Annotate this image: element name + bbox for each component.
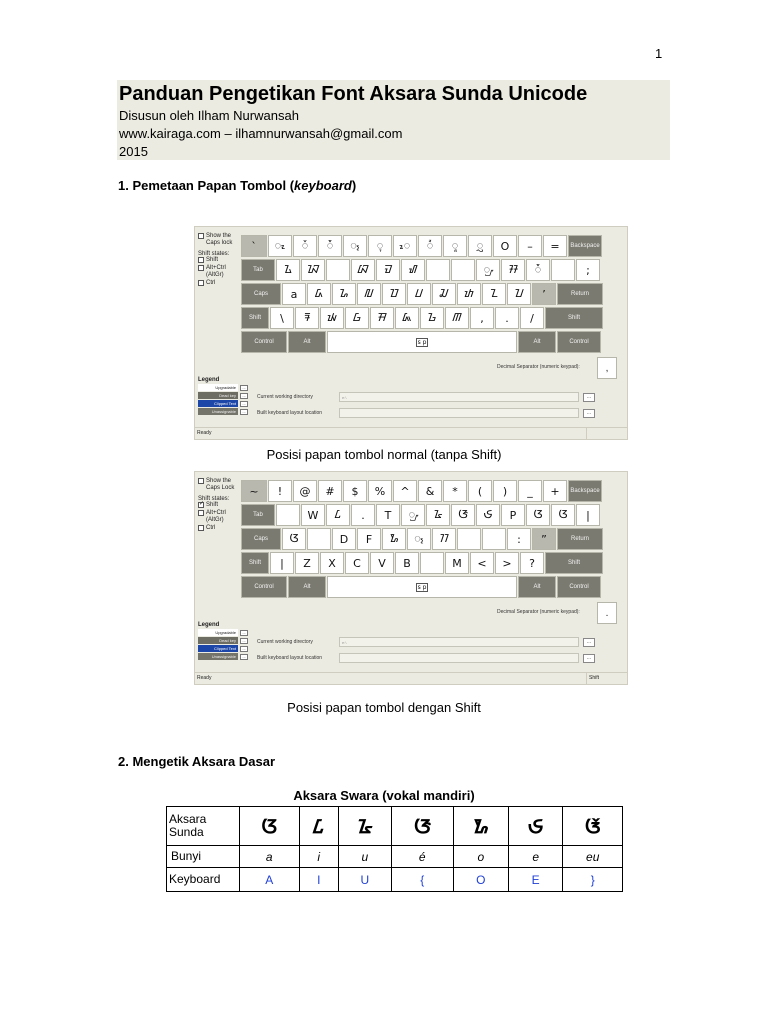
keyboard-key[interactable]: | bbox=[270, 552, 294, 574]
checkbox-label: Show the Caps Lock bbox=[206, 478, 235, 491]
keyboard-key[interactable]: Backspace bbox=[568, 235, 602, 257]
keyboard-key[interactable]: ᮩ bbox=[526, 259, 550, 281]
table-row-keyboard bbox=[167, 868, 623, 892]
heading-suffix: ) bbox=[351, 178, 357, 193]
keyboard-key[interactable]: Alt bbox=[518, 576, 556, 598]
keyboard-key[interactable]: < bbox=[470, 552, 494, 574]
checkbox-label: Alt+Ctrl (AltGr) bbox=[206, 265, 226, 278]
keyboard-key[interactable]: ; bbox=[576, 259, 600, 281]
title-box bbox=[117, 80, 670, 160]
keyboard-key[interactable]: Control bbox=[557, 331, 601, 353]
decimal-separator-label: Decimal Separator (numeric keypad): bbox=[497, 609, 580, 615]
document-title: Panduan Pengetikan Font Aksara Sunda Unicode bbox=[119, 83, 588, 105]
build-location-row bbox=[257, 408, 595, 418]
build-location-field[interactable] bbox=[339, 408, 579, 418]
show-caps-lock-checkbox[interactable] bbox=[198, 233, 240, 247]
keyboard-key[interactable]: ᮛ bbox=[295, 307, 319, 329]
legend-item: Unassignable bbox=[198, 653, 238, 660]
checkbox-icon bbox=[198, 257, 204, 263]
keyboard-cell: } bbox=[563, 868, 623, 892]
keyboard-key[interactable]: M bbox=[445, 552, 469, 574]
keyboard-key[interactable]: ᮅ bbox=[426, 504, 450, 526]
shift-state-checkbox[interactable] bbox=[198, 257, 240, 264]
space-mark: s p bbox=[417, 338, 427, 346]
keyboard-key[interactable]: ᮟ bbox=[370, 307, 394, 329]
keyboard-row bbox=[241, 504, 600, 526]
keyboard-key[interactable]: B bbox=[395, 552, 419, 574]
keyboard-key[interactable]: Shift bbox=[545, 552, 603, 574]
caption-shift: Posisi papan tombol dengan Shift bbox=[287, 700, 481, 715]
status-shift-indicator: Shift bbox=[586, 673, 599, 684]
keyboard-row bbox=[241, 331, 601, 353]
legend-color-button[interactable]: ... bbox=[240, 646, 248, 652]
shift-state-checkbox[interactable] bbox=[198, 502, 240, 509]
author-line: Disusun oleh Ilham Nurwansah bbox=[119, 108, 299, 123]
keyboard-key[interactable]: ᮓ bbox=[307, 283, 331, 305]
checkbox-label: Shift bbox=[206, 257, 219, 263]
keyboard-key[interactable]: Caps bbox=[241, 528, 281, 550]
keyboard-layout-normal bbox=[194, 226, 628, 440]
keyboard-cell: U bbox=[339, 868, 392, 892]
keyboard-key[interactable]: $ bbox=[343, 480, 367, 502]
keyboard-key[interactable]: ᮇ bbox=[382, 528, 406, 550]
keyboard-key[interactable]: ! bbox=[268, 480, 292, 502]
decimal-separator-label: Decimal Separator (numeric keypad): bbox=[497, 364, 580, 370]
keyboard-key[interactable]: – bbox=[518, 235, 542, 257]
keyboard-key[interactable]: . bbox=[351, 504, 375, 526]
keyboard-key[interactable]: ᮄ bbox=[326, 504, 350, 526]
keyboard-key[interactable]: ᮑ bbox=[301, 259, 325, 281]
keyboard-key[interactable] bbox=[426, 259, 450, 281]
keyboard-key[interactable]: ᮡ bbox=[476, 259, 500, 281]
browse-button[interactable]: ... bbox=[583, 409, 595, 418]
table-row-aksara bbox=[167, 807, 623, 846]
keyboard-key[interactable]: ᮧ bbox=[268, 235, 292, 257]
shift-state-panel bbox=[198, 478, 240, 533]
working-directory-row bbox=[257, 637, 595, 647]
keyboard-key[interactable]: ᮒ bbox=[457, 283, 481, 305]
keyboard-key[interactable]: ᮊ bbox=[432, 528, 456, 550]
aksara-cell: ᮈ bbox=[508, 807, 563, 846]
keyboard-key[interactable]: Return bbox=[557, 528, 603, 550]
keyboard-key[interactable]: Return bbox=[557, 283, 603, 305]
keyboard-row bbox=[241, 307, 603, 329]
keyboard-key[interactable]: X bbox=[320, 552, 344, 574]
shift-state-checkbox[interactable] bbox=[198, 280, 240, 287]
keyboard-row bbox=[241, 235, 602, 257]
keyboard-key[interactable]: / bbox=[520, 307, 544, 329]
keyboard-key[interactable]: ᮗ bbox=[407, 283, 431, 305]
keyboard-key[interactable]: & bbox=[418, 480, 442, 502]
checkbox-icon bbox=[198, 265, 204, 271]
bunyi-cell: i bbox=[299, 846, 339, 868]
keyboard-key[interactable] bbox=[307, 528, 331, 550]
legend-color-button[interactable]: ... bbox=[240, 385, 248, 391]
legend-item: Upgradable bbox=[198, 629, 238, 636]
keyboard-key[interactable]: ^ bbox=[393, 480, 417, 502]
legend-color-button[interactable]: ... bbox=[240, 630, 248, 636]
keyboard-key[interactable]: Alt bbox=[288, 576, 326, 598]
keyboard-key[interactable]: ) bbox=[493, 480, 517, 502]
keyboard-key[interactable]: Control bbox=[557, 576, 601, 598]
build-location-label: Built keyboard layout location bbox=[257, 410, 323, 416]
keyboard-key[interactable]: Control bbox=[241, 331, 287, 353]
keyboard-key[interactable]: ᮚ bbox=[320, 307, 344, 329]
shift-state-checkbox[interactable] bbox=[198, 525, 240, 532]
checkbox-icon bbox=[198, 233, 204, 239]
keyboard-key[interactable]: W bbox=[301, 504, 325, 526]
section-2-heading: 2. Mengetik Aksara Dasar bbox=[118, 754, 276, 769]
keyboard-key[interactable]: ᮤ bbox=[418, 235, 442, 257]
keyboard-key[interactable] bbox=[551, 259, 575, 281]
keyboard-key[interactable]: ᮢ bbox=[468, 235, 492, 257]
keyboard-key[interactable]: Control bbox=[241, 576, 287, 598]
keyboard-key[interactable]: ᮩ bbox=[318, 235, 342, 257]
keyboard-key[interactable]: Z bbox=[295, 552, 319, 574]
legend-item: Upgradable bbox=[198, 384, 238, 391]
table-title: Aksara Swara (vokal mandiri) bbox=[293, 788, 475, 803]
keyboard-key[interactable] bbox=[326, 259, 350, 281]
show-caps-lock-checkbox[interactable] bbox=[198, 478, 240, 492]
keyboard-key[interactable]: ᮪ bbox=[343, 235, 367, 257]
legend-title: Legend bbox=[198, 377, 220, 383]
keyboard-key[interactable] bbox=[451, 259, 475, 281]
legend-title: Legend bbox=[198, 622, 220, 628]
row-label-bunyi: Bunyi bbox=[167, 846, 240, 868]
keyboard-key[interactable]: ᮏ bbox=[395, 307, 419, 329]
table-row-bunyi bbox=[167, 846, 623, 868]
legend-color-button[interactable]: ... bbox=[240, 401, 248, 407]
bunyi-cell: a bbox=[240, 846, 300, 868]
aksara-cell: ᮆ bbox=[391, 807, 453, 846]
keyboard-key[interactable] bbox=[482, 528, 506, 550]
keyboard-row bbox=[241, 259, 600, 281]
heading-italic: keyboard bbox=[294, 178, 352, 193]
keyboard-key[interactable]: + bbox=[543, 480, 567, 502]
bunyi-cell: é bbox=[391, 846, 453, 868]
keyboard-key[interactable]: Alt bbox=[288, 331, 326, 353]
keyboard-key[interactable]: | bbox=[576, 504, 600, 526]
keyboard-key[interactable]: , bbox=[470, 307, 494, 329]
checkbox-label: Ctrl bbox=[206, 280, 216, 286]
keyboard-key[interactable]: _ bbox=[518, 480, 542, 502]
keyboard-key[interactable]: ? bbox=[520, 552, 544, 574]
keyboard-key[interactable]: ’ bbox=[532, 283, 556, 305]
keyboard-row bbox=[241, 528, 603, 550]
bunyi-cell: e bbox=[508, 846, 563, 868]
contact-line: www.kairaga.com – ilhamnurwansah@gmail.com bbox=[119, 126, 403, 141]
checkbox-label: Show the Caps lock bbox=[206, 233, 233, 246]
legend-color-button[interactable]: ... bbox=[240, 638, 248, 644]
keyboard-key[interactable]: ᮋ bbox=[445, 307, 469, 329]
keyboard-key[interactable]: O bbox=[493, 235, 517, 257]
keyboard-key[interactable]: Caps bbox=[241, 283, 281, 305]
section-1-heading bbox=[118, 178, 356, 193]
legend bbox=[198, 377, 246, 416]
keyboard-key[interactable]: ᮜ bbox=[357, 283, 381, 305]
keyboard-key[interactable]: ᮘ bbox=[351, 259, 375, 281]
status-text: Ready bbox=[197, 430, 212, 436]
shift-state-panel bbox=[198, 233, 240, 288]
keyboard-key[interactable]: ᮃ bbox=[282, 528, 306, 550]
keyboard-cell: O bbox=[453, 868, 508, 892]
checked-box-icon bbox=[198, 502, 204, 508]
keyboard-cell: A bbox=[240, 868, 300, 892]
bunyi-cell: eu bbox=[563, 846, 623, 868]
keyboard-key[interactable]: ` bbox=[241, 235, 267, 257]
working-directory-field[interactable]: e:\ bbox=[339, 637, 579, 647]
legend-color-button[interactable]: ... bbox=[240, 393, 248, 399]
shift-states-label: Shift states: bbox=[198, 496, 230, 502]
keyboard-key[interactable]: ᮆ bbox=[451, 504, 475, 526]
keyboard-key[interactable]: Tab bbox=[241, 259, 275, 281]
keyboard-layout-shift bbox=[194, 471, 628, 685]
bunyi-cell: o bbox=[453, 846, 508, 868]
aksara-cell: ᮅ bbox=[339, 807, 392, 846]
spacebar-key[interactable] bbox=[327, 331, 517, 353]
keyboard-key[interactable]: ᮎ bbox=[432, 283, 456, 305]
keyboard-key[interactable]: ᮕ bbox=[382, 283, 406, 305]
keyboard-row bbox=[241, 480, 602, 502]
keyboard-key[interactable]: V bbox=[370, 552, 394, 574]
aksara-cell: ᮉ bbox=[563, 807, 623, 846]
keyboard-row bbox=[241, 283, 603, 305]
spacebar-key[interactable] bbox=[327, 576, 517, 598]
browse-button[interactable]: ... bbox=[583, 393, 595, 402]
keyboard-key[interactable]: ᮔ bbox=[482, 283, 506, 305]
row-label-aksara: Aksara Sunda bbox=[167, 807, 240, 846]
keyboard-key[interactable]: . bbox=[495, 307, 519, 329]
keyboard-key[interactable]: ᮙ bbox=[376, 259, 400, 281]
decimal-separator-key[interactable]: . bbox=[597, 602, 617, 624]
legend-item: Clipped Text bbox=[198, 400, 238, 407]
keyboard-key[interactable] bbox=[276, 504, 300, 526]
keyboard-key[interactable]: ~ bbox=[241, 480, 267, 502]
keyboard-key[interactable]: ᮐ bbox=[332, 283, 356, 305]
keyboard-key[interactable]: : bbox=[507, 528, 531, 550]
status-bar bbox=[195, 672, 627, 684]
checkbox-icon bbox=[198, 280, 204, 286]
keyboard-key[interactable]: ᮃ bbox=[551, 504, 575, 526]
browse-button[interactable]: ... bbox=[583, 654, 595, 663]
keyboard-key[interactable]: ᮨ bbox=[293, 235, 317, 257]
keyboard-cell: I bbox=[299, 868, 339, 892]
status-text: Ready bbox=[197, 675, 212, 681]
keyboard-row bbox=[241, 552, 603, 574]
keyboard-key[interactable]: ᮝ bbox=[345, 307, 369, 329]
keyboard-key[interactable]: ᮍ bbox=[276, 259, 300, 281]
build-location-row bbox=[257, 653, 595, 663]
shift-states-label: Shift states: bbox=[198, 251, 230, 257]
keyboard-key[interactable]: F bbox=[357, 528, 381, 550]
checkbox-icon bbox=[198, 478, 204, 484]
page-number: 1 bbox=[655, 46, 663, 61]
caption-normal: Posisi papan tombol normal (tanpa Shift) bbox=[266, 447, 502, 462]
keyboard-key[interactable]: > bbox=[495, 552, 519, 574]
heading-prefix: 1. Pemetaan Papan Tombol ( bbox=[118, 178, 295, 193]
keyboard-key[interactable]: ᮥ bbox=[368, 235, 392, 257]
keyboard-key[interactable]: a bbox=[282, 283, 306, 305]
space-mark: s p bbox=[417, 583, 427, 591]
build-location-field[interactable] bbox=[339, 653, 579, 663]
legend-color-button[interactable]: ... bbox=[240, 654, 248, 660]
keyboard-key[interactable]: ᮈ bbox=[476, 504, 500, 526]
keyboard-key[interactable]: D bbox=[332, 528, 356, 550]
keyboard-key[interactable]: ᮠ bbox=[401, 259, 425, 281]
keyboard-key[interactable]: Shift bbox=[545, 307, 603, 329]
keyboard-key[interactable]: * bbox=[443, 480, 467, 502]
build-location-label: Built keyboard layout location bbox=[257, 655, 323, 661]
keyboard-row bbox=[241, 576, 601, 598]
keyboard-key[interactable]: T bbox=[376, 504, 400, 526]
keyboard-key[interactable]: Shift bbox=[241, 552, 269, 574]
legend-color-button[interactable]: ... bbox=[240, 409, 248, 415]
keyboard-cell: { bbox=[391, 868, 453, 892]
keyboard-key[interactable]: ᮃ bbox=[526, 504, 550, 526]
decimal-separator-key[interactable]: , bbox=[597, 357, 617, 379]
aksara-cell: ᮃ bbox=[240, 807, 300, 846]
keyboard-key[interactable] bbox=[420, 552, 444, 574]
keyboard-key[interactable]: ᮦ bbox=[393, 235, 417, 257]
shift-state-checkbox[interactable] bbox=[198, 510, 240, 524]
keyboard-key[interactable]: ᮖ bbox=[507, 283, 531, 305]
keyboard-cell: E bbox=[508, 868, 563, 892]
working-directory-row bbox=[257, 392, 595, 402]
keyboard-key[interactable]: Shift bbox=[241, 307, 269, 329]
keyboard-key[interactable]: # bbox=[318, 480, 342, 502]
shift-state-checkbox[interactable] bbox=[198, 265, 240, 279]
aksara-swara-table bbox=[166, 806, 623, 892]
keyboard-key[interactable]: C bbox=[345, 552, 369, 574]
legend-item: Unassignable bbox=[198, 408, 238, 415]
keyboard-key[interactable]: Tab bbox=[241, 504, 275, 526]
keyboard-key[interactable]: @ bbox=[293, 480, 317, 502]
keyboard-key[interactable]: ᮣ bbox=[443, 235, 467, 257]
checkbox-label: Shift bbox=[206, 502, 219, 508]
working-directory-label: Current working directory bbox=[257, 639, 313, 645]
status-bar bbox=[195, 427, 627, 439]
legend-item: Dead key bbox=[198, 392, 238, 399]
keyboard-key[interactable]: ” bbox=[532, 528, 556, 550]
keyboard-key[interactable]: ᮞ bbox=[501, 259, 525, 281]
browse-button[interactable]: ... bbox=[583, 638, 595, 647]
checkbox-label: Alt+Ctrl (AltGr) bbox=[206, 510, 226, 523]
keyboard-key[interactable]: ᮪ bbox=[407, 528, 431, 550]
keyboard-key[interactable]: ᮌ bbox=[420, 307, 444, 329]
checkbox-icon bbox=[198, 510, 204, 516]
checkbox-label: Ctrl bbox=[206, 525, 216, 531]
checkbox-icon bbox=[198, 525, 204, 531]
year-line: 2015 bbox=[119, 144, 148, 159]
keyboard-key[interactable]: = bbox=[543, 235, 567, 257]
status-shift-indicator bbox=[586, 428, 589, 439]
working-directory-field[interactable]: e:\ bbox=[339, 392, 579, 402]
working-directory-label: Current working directory bbox=[257, 394, 313, 400]
keyboard-key[interactable]: ( bbox=[468, 480, 492, 502]
aksara-cell: ᮄ bbox=[299, 807, 339, 846]
bunyi-cell: u bbox=[339, 846, 392, 868]
row-label-keyboard: Keyboard bbox=[167, 868, 240, 892]
keyboard-key[interactable] bbox=[457, 528, 481, 550]
aksara-cell: ᮇ bbox=[453, 807, 508, 846]
keyboard-key[interactable]: P bbox=[501, 504, 525, 526]
legend-item: Clipped Text bbox=[198, 645, 238, 652]
legend-item: Dead key bbox=[198, 637, 238, 644]
keyboard-key[interactable]: \ bbox=[270, 307, 294, 329]
keyboard-key[interactable]: Alt bbox=[518, 331, 556, 353]
legend bbox=[198, 622, 246, 661]
keyboard-key[interactable]: Backspace bbox=[568, 480, 602, 502]
keyboard-key[interactable]: % bbox=[368, 480, 392, 502]
keyboard-key[interactable]: ᮡ bbox=[401, 504, 425, 526]
